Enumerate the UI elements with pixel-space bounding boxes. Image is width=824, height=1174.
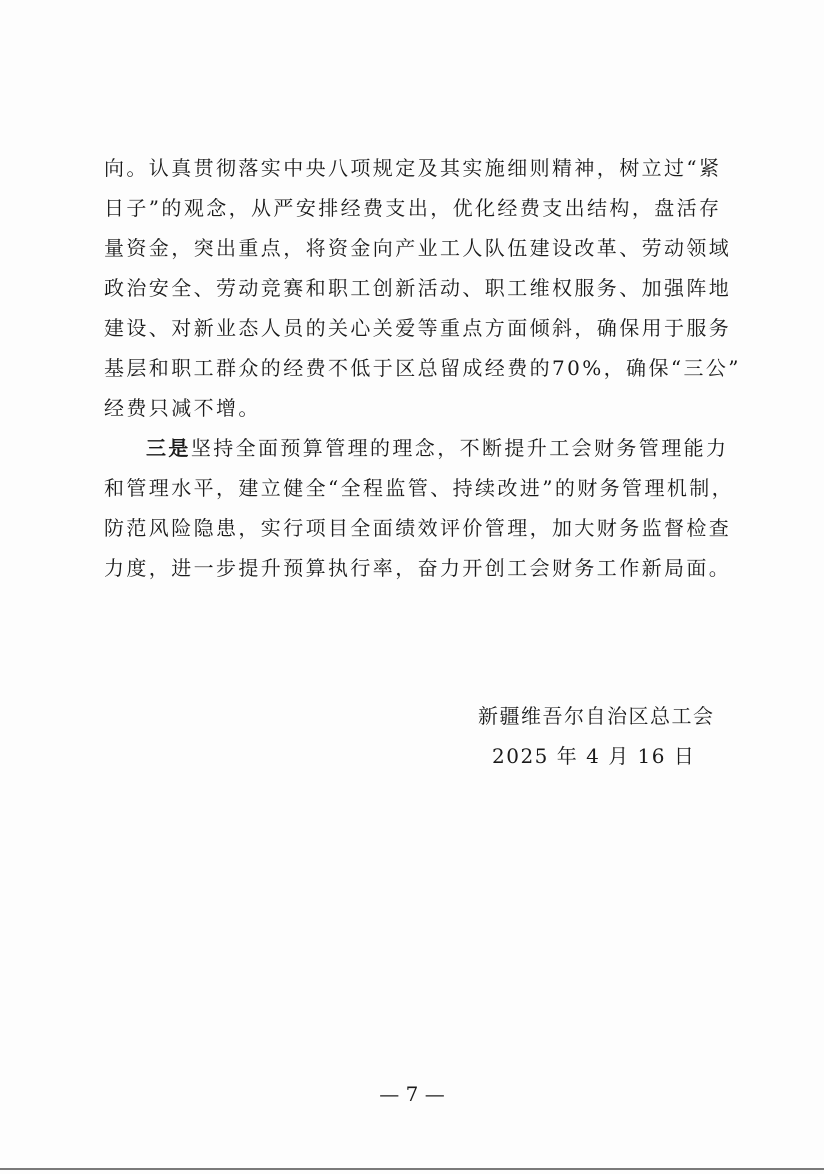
body-line-6: 基层和职工群众的经费不低于区总留成经费的70%，确保“三公” xyxy=(104,356,741,380)
signature-date: 2025 年 4 月 16 日 xyxy=(492,744,696,768)
paragraph-three-lead: 三是 xyxy=(146,436,191,460)
body-line-3: 量资金，突出重点，将资金向产业工人队伍建设改革、劳动领域 xyxy=(104,236,732,260)
signature-organization: 新疆维吾尔自治区总工会 xyxy=(478,704,715,728)
body-line-4: 政治安全、劳动竞赛和职工创新活动、职工维权服务、加强阵地 xyxy=(104,276,732,300)
paragraph-three-line-2: 和管理水平，建立健全“全程监管、持续改进”的财务管理机制， xyxy=(104,476,735,500)
paragraph-three-line-4: 力度，进一步提升预算执行率，奋力开创工会财务工作新局面。 xyxy=(104,556,732,580)
paragraph-three-line-3: 防范风险隐患，实行项目全面绩效评价管理，加大财务监督检查 xyxy=(104,516,732,540)
scan-bottom-edge xyxy=(0,1168,824,1170)
body-line-2: 日子”的观念，从严安排经费支出，优化经费支出结构，盘活存 xyxy=(104,196,722,220)
paragraph-three-first-line-text: 坚持全面预算管理的理念，不断提升工会财务管理能力 xyxy=(190,436,729,460)
body-line-5: 建设、对新业态人员的关心关爱等重点方面倾斜，确保用于服务 xyxy=(104,316,732,340)
body-line-7: 经费只减不增。 xyxy=(104,396,261,420)
page-number: — 7 — xyxy=(379,1082,445,1106)
paragraph-three-first-line xyxy=(146,434,729,462)
body-line-1: 向。认真贯彻落实中央八项规定及其实施细则精神，树立过“紧 xyxy=(104,156,722,180)
